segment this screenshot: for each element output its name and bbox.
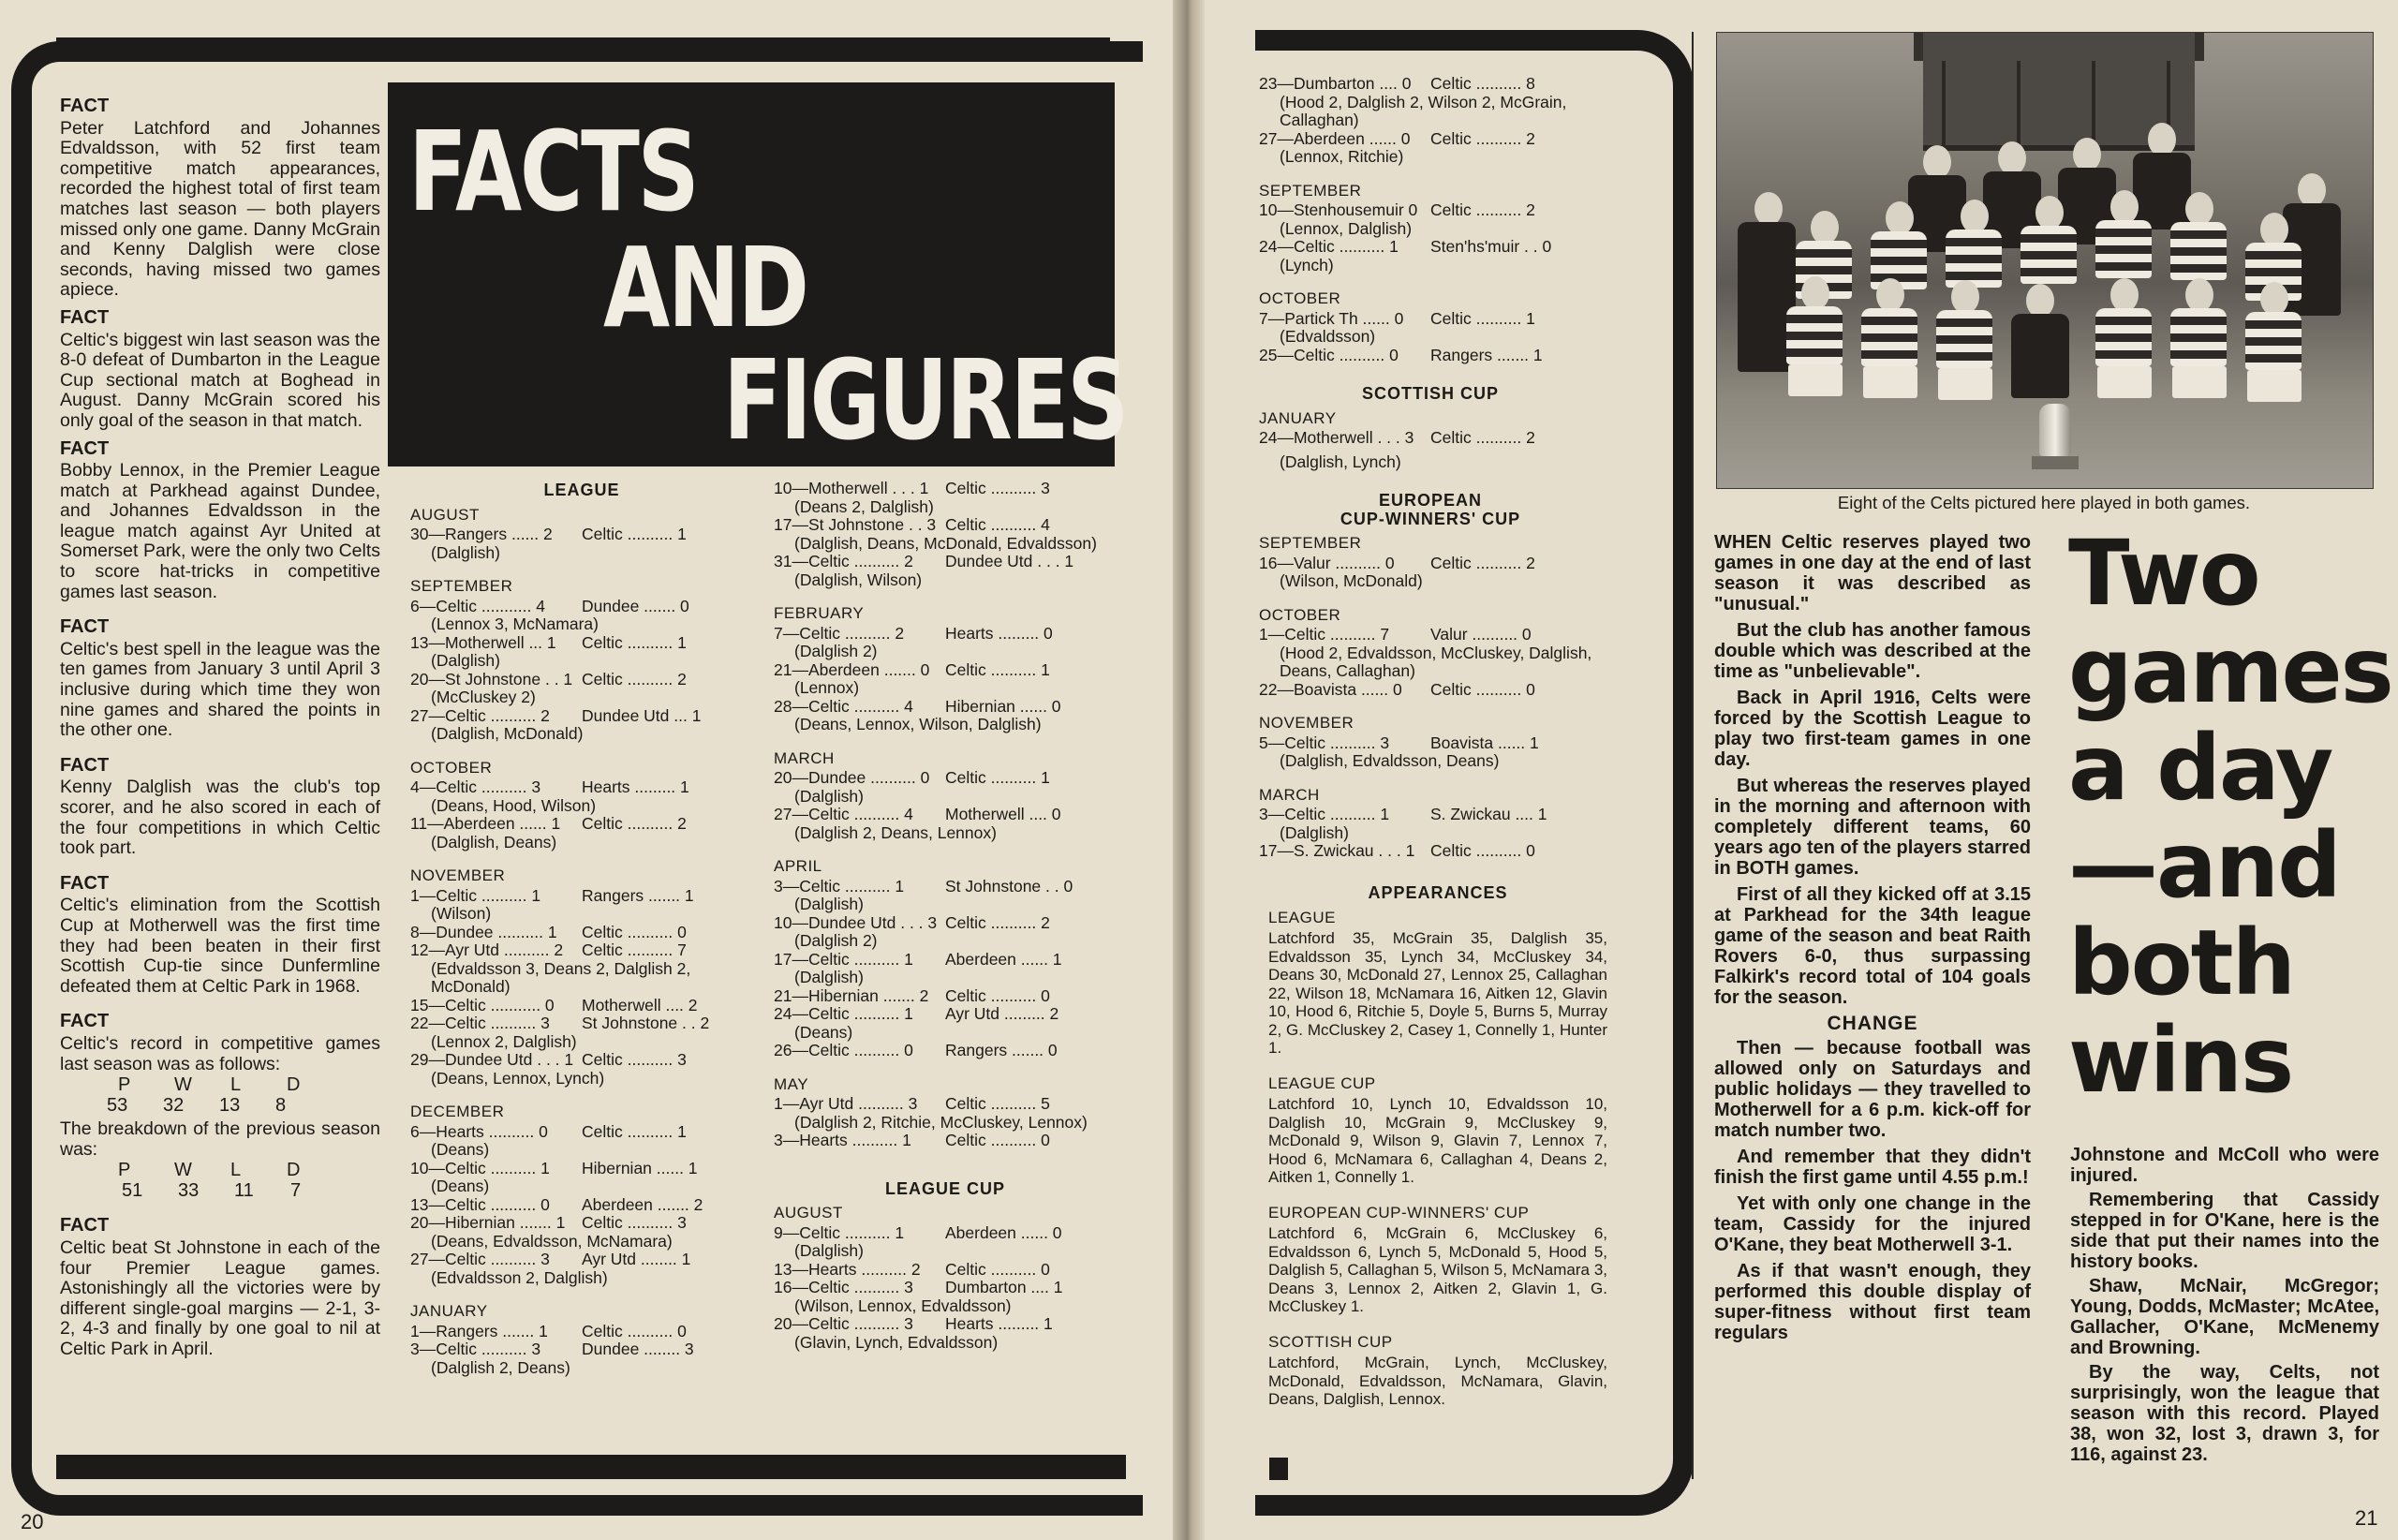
match-home: 4—Celtic .......... 3	[410, 777, 541, 796]
match-away: St Johnstone . . 2	[582, 1014, 710, 1032]
column-divider	[1692, 32, 1694, 1479]
headline-line: a day	[2068, 716, 2332, 821]
match-row	[1259, 555, 1602, 573]
match-row	[410, 1340, 753, 1359]
match-away: Celtic .......... 3	[582, 1050, 687, 1069]
headline-line: Two	[2068, 521, 2259, 626]
story-paragraph: Yet with only one change in the team, Cassidy for the injured O'Kane, they beat Motherwell 3-1.	[1714, 1193, 2031, 1255]
match-home: 3—Celtic .......... 3	[410, 1340, 541, 1358]
match-scorers: (Lynch)	[1280, 255, 1334, 274]
headline-line: wins	[2068, 1008, 2293, 1113]
facts-column	[60, 89, 380, 1359]
month-label: OCTOBER	[1259, 605, 1341, 624]
month-label: DECEMBER	[410, 1103, 505, 1120]
match-scorers: (Dalglish 2)	[794, 931, 878, 950]
match-row	[410, 887, 753, 906]
fact-label: FACT	[60, 754, 110, 776]
match-home: 1—Rangers ....... 1	[410, 1321, 548, 1340]
match-away: Aberdeen ....... 2	[582, 1194, 703, 1214]
section-heading: LEAGUE	[543, 481, 620, 499]
match-home: 27—Celtic .......... 2	[410, 705, 550, 725]
match-row	[410, 1214, 753, 1233]
story-paragraph: Johnstone and McColl who were injured.	[2070, 1145, 2379, 1186]
fact-text: Kenny Dalglish was the club's top scorer, and he also scored in each of the four competitions in which Celtic took part.	[60, 777, 380, 859]
photo-caption: Eight of the Celts pictured here played in both games.	[1837, 493, 2251, 512]
match-home: 20—Dundee .......... 0	[774, 768, 930, 787]
record-headers: P W L D	[118, 1074, 301, 1096]
match-away: Celtic .......... 2	[1430, 200, 1535, 219]
fact-text: Celtic beat St Johnstone in each of the four Premier League games. Astonishingly all the victories were by different single-goal margins — 2-1, 3-2, 4-3 and finally by one goal to nil at Celtic Park in April.	[60, 1236, 380, 1359]
match-scorers: (Dalglish)	[794, 968, 864, 986]
match-row	[774, 1224, 1117, 1243]
fact-text: Celtic's elimination from the Scottish Cup at Motherwell was the first time they had been beaten in their first Scottish Cup-tie since Dunfermline defeated them at Celtic Park in 1968.	[60, 895, 380, 997]
match-scorers: (Deans)	[794, 1022, 853, 1042]
match-home: 15—Celtic ........... 0	[410, 995, 555, 1014]
fact-text: Celtic's best spell in the league was the ten games from January 3 until April 3 inclusive during which time they won nine games and shared the points in the other one.	[60, 638, 380, 741]
fact-label: FACT	[60, 437, 110, 459]
match-home: 10—Celtic .......... 1	[410, 1158, 550, 1177]
match-row	[410, 941, 753, 960]
match-home: 22—Boavista ...... 0	[1259, 679, 1402, 699]
match-row	[410, 1251, 753, 1269]
match-scorers: (Deans 2, Dalglish)	[794, 496, 934, 516]
match-row	[410, 815, 753, 834]
match-scorers: (Lennox, Ritchie)	[1280, 147, 1404, 166]
match-away: Celtic .......... 0	[945, 1131, 1050, 1149]
match-home: 20—Hibernian ....... 1	[410, 1213, 566, 1232]
match-row	[410, 1123, 753, 1142]
league-results-column-2	[774, 480, 1117, 1352]
section-heading: CUP-WINNERS' CUP	[1340, 509, 1521, 528]
match-away: Hearts ......... 1	[945, 1314, 1053, 1333]
match-away: Dumbarton .... 1	[945, 1278, 1063, 1296]
match-scorers: (Dalglish, McDonald)	[431, 724, 584, 743]
month-label: MARCH	[774, 748, 835, 767]
match-row	[774, 878, 1117, 896]
match-home: 3—Celtic .......... 1	[1259, 805, 1390, 823]
match-row	[1259, 681, 1602, 700]
match-home: 13—Celtic .......... 0	[410, 1194, 550, 1214]
match-away: Celtic .......... 1	[1430, 308, 1535, 328]
fact-text: Celtic's biggest win last season was the 8-0 defeat of Dumbarton in the League Cup sectional match at Boghead in August. Danny McGrain scored his only goal of the season in that match.	[60, 329, 380, 431]
match-away: Aberdeen ...... 1	[945, 949, 1062, 969]
match-home: 12—Ayr Utd .......... 2	[410, 940, 564, 959]
appearances-section	[1268, 884, 1607, 1409]
match-home: 26—Celtic .......... 0	[774, 1041, 913, 1059]
match-scorers: (Edvaldsson 3, Deans 2, Dalglish 2, McDonald)	[431, 958, 691, 996]
month-label: SEPTEMBER	[1259, 534, 1362, 552]
match-home: 31—Celtic .......... 2	[774, 552, 913, 570]
match-row	[1259, 201, 1602, 220]
match-away: Celtic .......... 7	[582, 940, 687, 959]
appearances-text: Latchford 10, Lynch 10, Edvaldsson 10, Dalglish 10, McGrain 9, McCluskey 9, McDonald 9, Wilson 9, Glavin 7, Lennox 7, Hood 6, McNamara 6, Callaghan 4, Deans 2, Aitken 1, Connelly 1.	[1268, 1095, 1607, 1186]
match-row	[410, 924, 753, 942]
appearances-sub: EUROPEAN CUP-WINNERS' CUP	[1268, 1203, 1530, 1222]
match-scorers: (Edvaldsson 2, Dalglish)	[431, 1267, 608, 1287]
story-paragraph: Then — because football was allowed only on Saturdays and public holidays — they travelled to Motherwell for a 6 p.m. kick-off for match number two.	[1714, 1038, 2031, 1141]
match-away: Celtic .......... 4	[945, 515, 1050, 534]
match-row	[410, 778, 753, 797]
match-away: Celtic .......... 8	[1430, 74, 1535, 93]
match-row	[1259, 75, 1602, 94]
story-paragraph: By the way, Celts, not surprisingly, won the league that season with this record. Played 38, won 32, lost 3, drawn 3, for 116, against 23.	[2070, 1362, 2379, 1465]
match-row	[774, 661, 1117, 680]
match-row	[774, 625, 1117, 644]
match-home: 6—Hearts .......... 0	[410, 1121, 548, 1141]
match-row	[410, 1323, 753, 1341]
match-scorers: (Wilson, McDonald)	[1280, 571, 1423, 590]
match-row	[774, 480, 1117, 498]
match-home: 6—Celtic ........... 4	[410, 596, 545, 615]
story-paragraph: Back in April 1916, Celts were forced by the Scottish League to play two first-team games in one day.	[1714, 688, 2031, 770]
section-heading: APPEARANCES	[1368, 883, 1508, 902]
match-away: Celtic .......... 0	[945, 1259, 1050, 1279]
match-row: 24—Motherwell . . . 3 Celtic .......... 2	[1259, 428, 1535, 447]
cup-results-column	[1259, 75, 1602, 861]
match-home: 23—Dumbarton .... 0	[1259, 74, 1412, 93]
match-row	[410, 997, 753, 1015]
match-row	[410, 707, 753, 726]
match-away: Ayr Utd ......... 2	[945, 1004, 1059, 1023]
section-heading: EUROPEAN	[1378, 491, 1482, 510]
match-home: 1—Ayr Utd .......... 3	[774, 1094, 918, 1113]
match-scorers: (Lennox 2, Dalglish)	[431, 1031, 577, 1051]
story-continued	[2070, 1145, 2379, 1469]
match-scorers: (Dalglish, Lynch)	[1280, 452, 1401, 471]
title-word: FACTS	[408, 107, 698, 236]
match-home: 1—Celtic .......... 1	[410, 885, 541, 905]
section-heading: SCOTTISH CUP	[1361, 384, 1499, 403]
right-top-rule	[1255, 30, 1274, 51]
match-away: Celtic .......... 1	[582, 1121, 687, 1141]
match-row	[410, 634, 753, 653]
match-away: Celtic .......... 1	[582, 525, 687, 543]
match-away: Ayr Utd ........ 1	[582, 1250, 691, 1268]
match-away: Motherwell .... 0	[945, 805, 1061, 823]
match-home: 7—Celtic .......... 2	[774, 623, 905, 643]
match-row	[774, 1042, 1117, 1060]
match-scorers: (Deans, Edvaldsson, McNamara)	[431, 1231, 673, 1251]
match-away: Celtic .......... 2	[582, 669, 687, 689]
match-row	[410, 1014, 753, 1033]
fact-text: Celtic's record in competitive games last season was as follows:	[60, 1032, 380, 1074]
match-away: Dundee Utd . . . 1	[945, 552, 1074, 570]
appearances-text: Latchford 6, McGrain 6, McCluskey 6, Edvaldsson 6, Lynch 5, McDonald 5, Hood 5, Dalglish 5, Callaghan 5, Wilson 5, McNamara 3, Deans 3, Lennox 2, Aitken 2, Glavin 1, G. McCluskey 1.	[1268, 1224, 1607, 1315]
story-paragraph: First of all they kicked off at 3.15 at Parkhead for the 34th league game of the season and beat Raith Rovers 6-0, thus surpassing Falkirk's record total of 104 goals for the season.	[1714, 884, 2031, 1008]
headline-line: both	[2068, 911, 2294, 1015]
match-away: Celtic .......... 2	[1430, 128, 1535, 148]
match-scorers: (Lennox, Dalglish)	[1280, 218, 1413, 238]
month-label: MAY	[774, 1074, 809, 1093]
match-away: Aberdeen ...... 0	[945, 1222, 1062, 1242]
match-home: 20—St Johnstone . . 1	[410, 669, 573, 689]
match-scorers: (Dalglish 2, Ritchie, McCluskey, Lennox)	[794, 1112, 1088, 1132]
fact-label: FACT	[60, 872, 110, 894]
match-away: Celtic .......... 0	[582, 1321, 687, 1340]
match-home: 30—Rangers ...... 2	[410, 525, 553, 543]
match-scorers: (Deans, Hood, Wilson)	[431, 795, 597, 815]
match-row	[410, 671, 753, 689]
match-home: 25—Celtic .......... 0	[1259, 345, 1399, 364]
match-row	[774, 516, 1117, 535]
story-subhead: CHANGE	[1827, 1013, 1918, 1034]
match-home: 1—Celtic .......... 7	[1259, 625, 1390, 644]
match-away: Celtic .......... 1	[945, 659, 1050, 679]
story-body	[1714, 532, 2031, 1349]
match-home: 29—Dundee Utd . . . 1	[410, 1050, 574, 1069]
match-away: Celtic .......... 0	[945, 985, 1050, 1005]
story-paragraph: WHEN Celtic reserves played two games in one day at the end of last season it was described as "unusual."	[1714, 532, 2031, 615]
month-label: OCTOBER	[1259, 289, 1341, 307]
story-headline	[2068, 521, 2392, 1113]
month-label: SEPTEMBER	[1259, 181, 1362, 200]
month-label: FEBRUARY	[774, 604, 865, 622]
match-row	[1259, 347, 1602, 365]
appearances-sub: SCOTTISH CUP	[1268, 1332, 1393, 1351]
match-away: Celtic .......... 5	[945, 1094, 1050, 1113]
match-scorers: (Dalglish)	[794, 786, 864, 806]
match-away: Celtic .......... 1	[945, 768, 1050, 787]
appearances-text: Latchford, McGrain, Lynch, McCluskey, McDonald, Edvaldsson, McNamara, Glavin, Deans, Dalglish, Lennox.	[1268, 1354, 1607, 1408]
match-home: 8—Dundee .......... 1	[410, 922, 557, 941]
left-bottom-rule	[56, 1455, 1126, 1479]
story-paragraph: But whereas the reserves played in the morning and afternoon with completely different teams, 60 years ago ten of the players starred in BOTH games.	[1714, 776, 2031, 879]
match-scorers: (Dalglish, Deans)	[431, 832, 557, 851]
fact-label: FACT	[60, 306, 110, 328]
match-away: Dundee ....... 0	[582, 596, 689, 615]
facts-and-figures-title-block	[388, 82, 1128, 466]
match-row	[774, 1005, 1117, 1024]
fact-text: Peter Latchford and Johannes Edvaldsson, with 52 first team competitive match appearances, recorded the highest total of first team matches last season — both players missed only one game. Danny McGrain and Kenny Dalglish were close seconds, having missed two games apiece.	[60, 117, 380, 301]
match-home: 9—Celtic .......... 1	[774, 1222, 905, 1242]
match-home: 3—Hearts .......... 1	[774, 1131, 911, 1149]
match-home: 10—Dundee Utd . . . 3	[774, 912, 938, 932]
match-row	[1259, 806, 1602, 824]
month-label: MARCH	[1259, 785, 1320, 804]
trophy-cup	[2039, 404, 2071, 456]
match-row	[774, 698, 1117, 717]
match-home: 27—Aberdeen ...... 0	[1259, 128, 1411, 148]
fact-label: FACT	[60, 616, 110, 638]
match-row	[410, 598, 753, 616]
headline-line: games	[2068, 618, 2392, 723]
match-home: 17—Celtic .......... 1	[774, 949, 913, 969]
story-paragraph: Shaw, McNair, McGregor; Young, Dodds, McMaster; McAtee, Gallacher, O'Kane, McMenemy and Browning.	[2070, 1276, 2379, 1358]
match-row	[1259, 734, 1602, 753]
match-away: Rangers ....... 0	[945, 1041, 1058, 1059]
match-row	[1259, 238, 1602, 257]
story-paragraph: As if that wasn't enough, they performed this double display of super-fitness without first team regulars	[1714, 1261, 2031, 1343]
title-word: AND	[603, 223, 807, 352]
match-away: Celtic .......... 0	[582, 922, 687, 941]
match-scorers: (Hood 2, Dalglish 2, Wilson 2, McGrain, Callaghan)	[1280, 92, 1567, 129]
month-label: APRIL	[774, 857, 822, 875]
match-away: St Johnstone . . 0	[945, 876, 1073, 896]
match-row	[774, 1315, 1117, 1334]
month-label: AUGUST	[774, 1204, 843, 1222]
match-scorers: (Dalglish)	[431, 651, 500, 670]
match-home: 24—Celtic .......... 1	[1259, 237, 1399, 256]
match-away: Celtic .......... 1	[582, 632, 687, 652]
match-away: Celtic .......... 2	[582, 814, 687, 833]
match-row	[774, 1261, 1117, 1280]
match-home: 13—Hearts .......... 2	[774, 1259, 921, 1279]
match-row	[774, 951, 1117, 970]
team-photo	[1716, 32, 2374, 489]
match-home: 10—Motherwell . . . 1	[774, 479, 929, 497]
record-previous-intro: The breakdown of the previous season was:	[60, 1118, 380, 1160]
match-home: 16—Celtic .......... 3	[774, 1278, 913, 1296]
match-home: 28—Celtic .......... 4	[774, 696, 913, 716]
match-home: 7—Partick Th ...... 0	[1259, 308, 1404, 328]
match-away: Celtic .......... 0	[1430, 679, 1535, 699]
match-scorers: (Wilson, Lennox, Edvaldsson)	[794, 1296, 1012, 1315]
match-home: 5—Celtic .......... 3	[1259, 733, 1390, 752]
match-row	[410, 1196, 753, 1215]
match-scorers: (Wilson)	[431, 904, 492, 923]
match-row	[1259, 842, 1602, 861]
match-away: Dundee Utd ... 1	[582, 705, 702, 725]
left-top-rule	[56, 37, 1110, 60]
fact-label: FACT	[60, 1011, 110, 1032]
match-row	[410, 1051, 753, 1070]
match-scorers: (Dalglish, Edvaldsson, Deans)	[1280, 751, 1500, 770]
match-away: Valur .......... 0	[1430, 625, 1532, 644]
match-away: Hibernian ...... 1	[582, 1158, 698, 1177]
match-away: Motherwell .... 2	[582, 995, 698, 1014]
match-home: 17—St Johnstone . . 3	[774, 515, 937, 534]
story-paragraph: And remember that they didn't finish the first game until 4.55 p.m.!	[1714, 1147, 2031, 1188]
match-away: Celtic .......... 0	[1430, 841, 1535, 860]
match-row	[774, 806, 1117, 824]
page-number-left: 20	[21, 1510, 44, 1533]
match-home: 20—Celtic .......... 3	[774, 1314, 913, 1333]
match-away: Dundee ........ 3	[582, 1340, 694, 1358]
match-row	[410, 526, 753, 544]
match-away: Celtic .......... 2	[1430, 553, 1535, 572]
match-scorers: (Dalglish)	[794, 1241, 864, 1260]
page-number-right: 21	[2355, 1506, 2378, 1530]
match-away: Hearts ......... 1	[582, 777, 689, 796]
match-home: 24—Celtic .......... 1	[774, 1004, 913, 1023]
match-away: Sten'hs'muir . . 0	[1430, 237, 1552, 256]
match-scorers: (Dalglish 2, Deans, Lennox)	[794, 822, 997, 842]
match-away: Boavista ...... 1	[1430, 733, 1539, 752]
match-away: Hearts ......... 0	[945, 623, 1053, 643]
match-away: Rangers ....... 1	[582, 885, 694, 905]
match-home: 13—Motherwell ... 1	[410, 632, 556, 652]
match-row	[1259, 310, 1602, 329]
month-label: AUGUST	[410, 505, 480, 524]
match-home: 3—Celtic .......... 1	[774, 876, 905, 896]
match-scorers: (Dalglish)	[794, 895, 864, 913]
match-row	[774, 1095, 1117, 1114]
match-scorers: (Deans, Lennox, Wilson, Dalglish)	[794, 715, 1042, 733]
month-label: JANUARY	[410, 1302, 488, 1320]
match-away: S. Zwickau .... 1	[1430, 805, 1547, 823]
match-home: 22—Celtic .......... 3	[410, 1014, 550, 1032]
month-label: NOVEMBER	[1259, 714, 1354, 732]
match-away: Celtic .......... 3	[582, 1213, 687, 1232]
match-scorers: (Lennox)	[794, 678, 860, 697]
match-home: 21—Aberdeen ....... 0	[774, 659, 930, 679]
match-away: Celtic .......... 2	[945, 912, 1050, 932]
match-row	[1259, 130, 1602, 149]
match-scorers: (Lennox 3, McNamara)	[431, 615, 599, 633]
match-row	[774, 1279, 1117, 1297]
match-scorers: (Deans)	[431, 1140, 490, 1159]
match-scorers: (Dalglish, Deans, McDonald, Edvaldsson)	[794, 533, 1097, 553]
match-home: 16—Valur .......... 0	[1259, 553, 1395, 572]
match-home: 27—Celtic .......... 3	[410, 1250, 550, 1268]
match-row	[1259, 626, 1602, 644]
month-label: OCTOBER	[410, 758, 493, 777]
title-word: FIGURES	[723, 335, 1128, 465]
record-current: 53 32 13 8	[107, 1095, 287, 1117]
match-scorers: (Dalglish, Wilson)	[794, 570, 923, 589]
match-row	[410, 1160, 753, 1178]
record-headers-previous: P W L D	[118, 1160, 301, 1181]
match-home: 17—S. Zwickau . . . 1	[1259, 841, 1415, 860]
fact-label: FACT	[60, 1215, 110, 1236]
spine-gutter	[1173, 0, 1205, 1540]
match-scorers: (Dalglish)	[1280, 822, 1349, 842]
appearances-sub: LEAGUE CUP	[1268, 1074, 1376, 1092]
story-paragraph: But the club has another famous double which was described at the time as "unbelievable".	[1714, 620, 2031, 682]
match-row	[774, 769, 1117, 788]
match-scorers: (Dalglish 2, Deans)	[431, 1357, 570, 1377]
fact-label: FACT	[60, 96, 110, 116]
match-row	[774, 987, 1117, 1006]
month-label: NOVEMBER	[410, 866, 506, 884]
match-away: Rangers ....... 1	[1430, 345, 1543, 364]
match-away: Hibernian ...... 0	[945, 696, 1061, 716]
month-label: SEPTEMBER	[410, 577, 513, 595]
match-row	[774, 553, 1117, 571]
league-results-column-1	[410, 481, 753, 1377]
fact-text: Bobby Lennox, in the Premier League match at Parkhead against Dundee, and Johannes Edvaldsson in the league match against Ayr United at Somerset Park, were the only two Celts to score hat-tricks in competitive games last season.	[60, 460, 380, 602]
match-scorers: (Hood 2, Edvaldsson, McCluskey, Dalglish, Deans, Callaghan)	[1280, 643, 1592, 680]
match-row	[774, 1132, 1117, 1150]
match-scorers: (Deans, Lennox, Lynch)	[431, 1068, 605, 1088]
match-scorers: (Dalglish)	[431, 542, 500, 562]
headline-line: —and	[2068, 813, 2340, 918]
match-row	[774, 914, 1117, 933]
match-scorers: (McCluskey 2)	[431, 688, 536, 706]
match-scorers: (Dalglish 2)	[794, 642, 878, 660]
section-heading: LEAGUE CUP	[884, 1178, 1005, 1198]
match-away: Celtic .......... 3	[945, 479, 1050, 497]
appearances-text: Latchford 35, McGrain 35, Dalglish 35, Edvaldsson 35, Lynch 34, McCluskey 34, Deans 30, McDonald 27, Lennox 25, Callaghan 22, Wilson 18, McNamara 16, Aitken 12, Glavin 10, Hood 6, Ritchie 5, Doyle 5, Burns 5, Murray 2, G. McCluskey 2, Casey 1, Connelly 1, Hunter 1.	[1268, 929, 1607, 1057]
record-previous: 51 33 11 7	[122, 1180, 302, 1202]
right-bottom-rule	[1269, 1458, 1288, 1480]
match-home: 10—Stenhousemuir 0	[1259, 200, 1418, 219]
match-scorers: (Edvaldsson)	[1280, 327, 1376, 346]
match-home: 11—Aberdeen ...... 1	[410, 814, 561, 833]
month-label: JANUARY	[1259, 408, 1337, 427]
match-scorers: (Glavin, Lynch, Edvaldsson)	[794, 1332, 999, 1352]
match-scorers: (Deans)	[431, 1177, 490, 1195]
match-home: 27—Celtic .......... 4	[774, 805, 913, 823]
story-paragraph: Remembering that Cassidy stepped in for O'Kane, here is the side that put their names into the history books.	[2070, 1190, 2379, 1272]
appearances-sub: LEAGUE	[1268, 908, 1336, 926]
match-home: 21—Hibernian ....... 2	[774, 985, 929, 1005]
